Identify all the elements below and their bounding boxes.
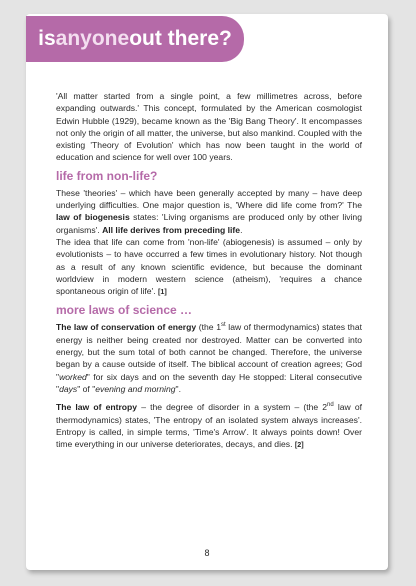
text-run: law of thermodynamics) states that energy is neither being created nor destroyed. Matter can be converted into energy, but the sum total of both cannot be changed. Therefore, the universe began by a cause outside of itself. The biblical account of creation agrees; God " <box>56 322 362 382</box>
reference-marker: [1] <box>157 287 167 297</box>
page-title-highlight: anyone <box>55 27 130 50</box>
text-run: These 'theories' – which have been generally accepted by many – have deep underlying difficulties. One major question is, 'Where did life come from?' The <box>56 187 362 211</box>
section-heading-laws: more laws of science … <box>56 303 193 318</box>
italic-word: days <box>59 383 78 394</box>
text-run: The idea that life can come from 'non-life' (abiogenesis) is assumed – only by evolutionists – to have occurred a few times in evolutionary history. Not though as a result of any known scientific evidence, but because the dominant worldview in modern western science (atheism), 'requires a chance spontaneous origin of life'. <box>56 236 362 297</box>
text-run: " of " <box>77 383 96 394</box>
entropy-paragraph <box>56 401 362 451</box>
article-body <box>56 90 362 451</box>
superscript: st <box>220 322 226 329</box>
text-run: " for six days and on the seventh day He stopped: Literal consecutive " <box>56 371 362 394</box>
page-title-part1: is <box>38 27 56 50</box>
text-run: . <box>240 224 243 235</box>
italic-word: worked <box>59 371 87 382</box>
intro-paragraph: 'All matter started from a single point, a few millimetres across, before expanding outwards.' This concept, formulated by the American cosmologist Edwin Hubble (1929), became known as the 'Big Bang Theory'. It encompasses not only the origin of all matter, the universe, but also mankind. Coupled with the existing 'Theory of Evolution' which has now been taught in the world of education and science for well over 100 years. <box>56 91 362 163</box>
abiogenesis-paragraph <box>56 236 362 298</box>
page-title-part2: out there? <box>129 27 232 50</box>
biogenesis-paragraph <box>56 187 362 236</box>
text-run: – the degree of disorder in a system – (the 2 <box>137 402 328 413</box>
page-title-banner <box>26 16 244 62</box>
superscript: nd <box>327 402 334 409</box>
law-name: law of biogenesis <box>56 212 130 223</box>
law-name: The law of entropy <box>56 402 138 413</box>
text-run: (the 1 <box>196 322 221 333</box>
law-name: The law of conservation of energy <box>56 322 197 333</box>
text-run: ". <box>175 383 181 394</box>
conservation-paragraph <box>56 321 362 395</box>
reference-marker: [2] <box>294 440 304 450</box>
section-heading-life: life from non-life? <box>56 168 158 183</box>
page-number: 8 <box>204 548 210 558</box>
page <box>26 14 388 570</box>
italic-word: evening and morning <box>95 383 176 394</box>
text-run: states: 'Living organisms are produced only by other living organisms'. <box>56 212 362 235</box>
text-run: law of thermodynamics) states, 'The entropy of an isolated system always increases'. Entropy is called, in simple terms, 'Time's Arrow'. It always points down! Over time everything in our universe deteriorates, decays, and dies. <box>56 402 363 450</box>
emphasis-statement: All life derives from preceding life <box>102 224 241 235</box>
